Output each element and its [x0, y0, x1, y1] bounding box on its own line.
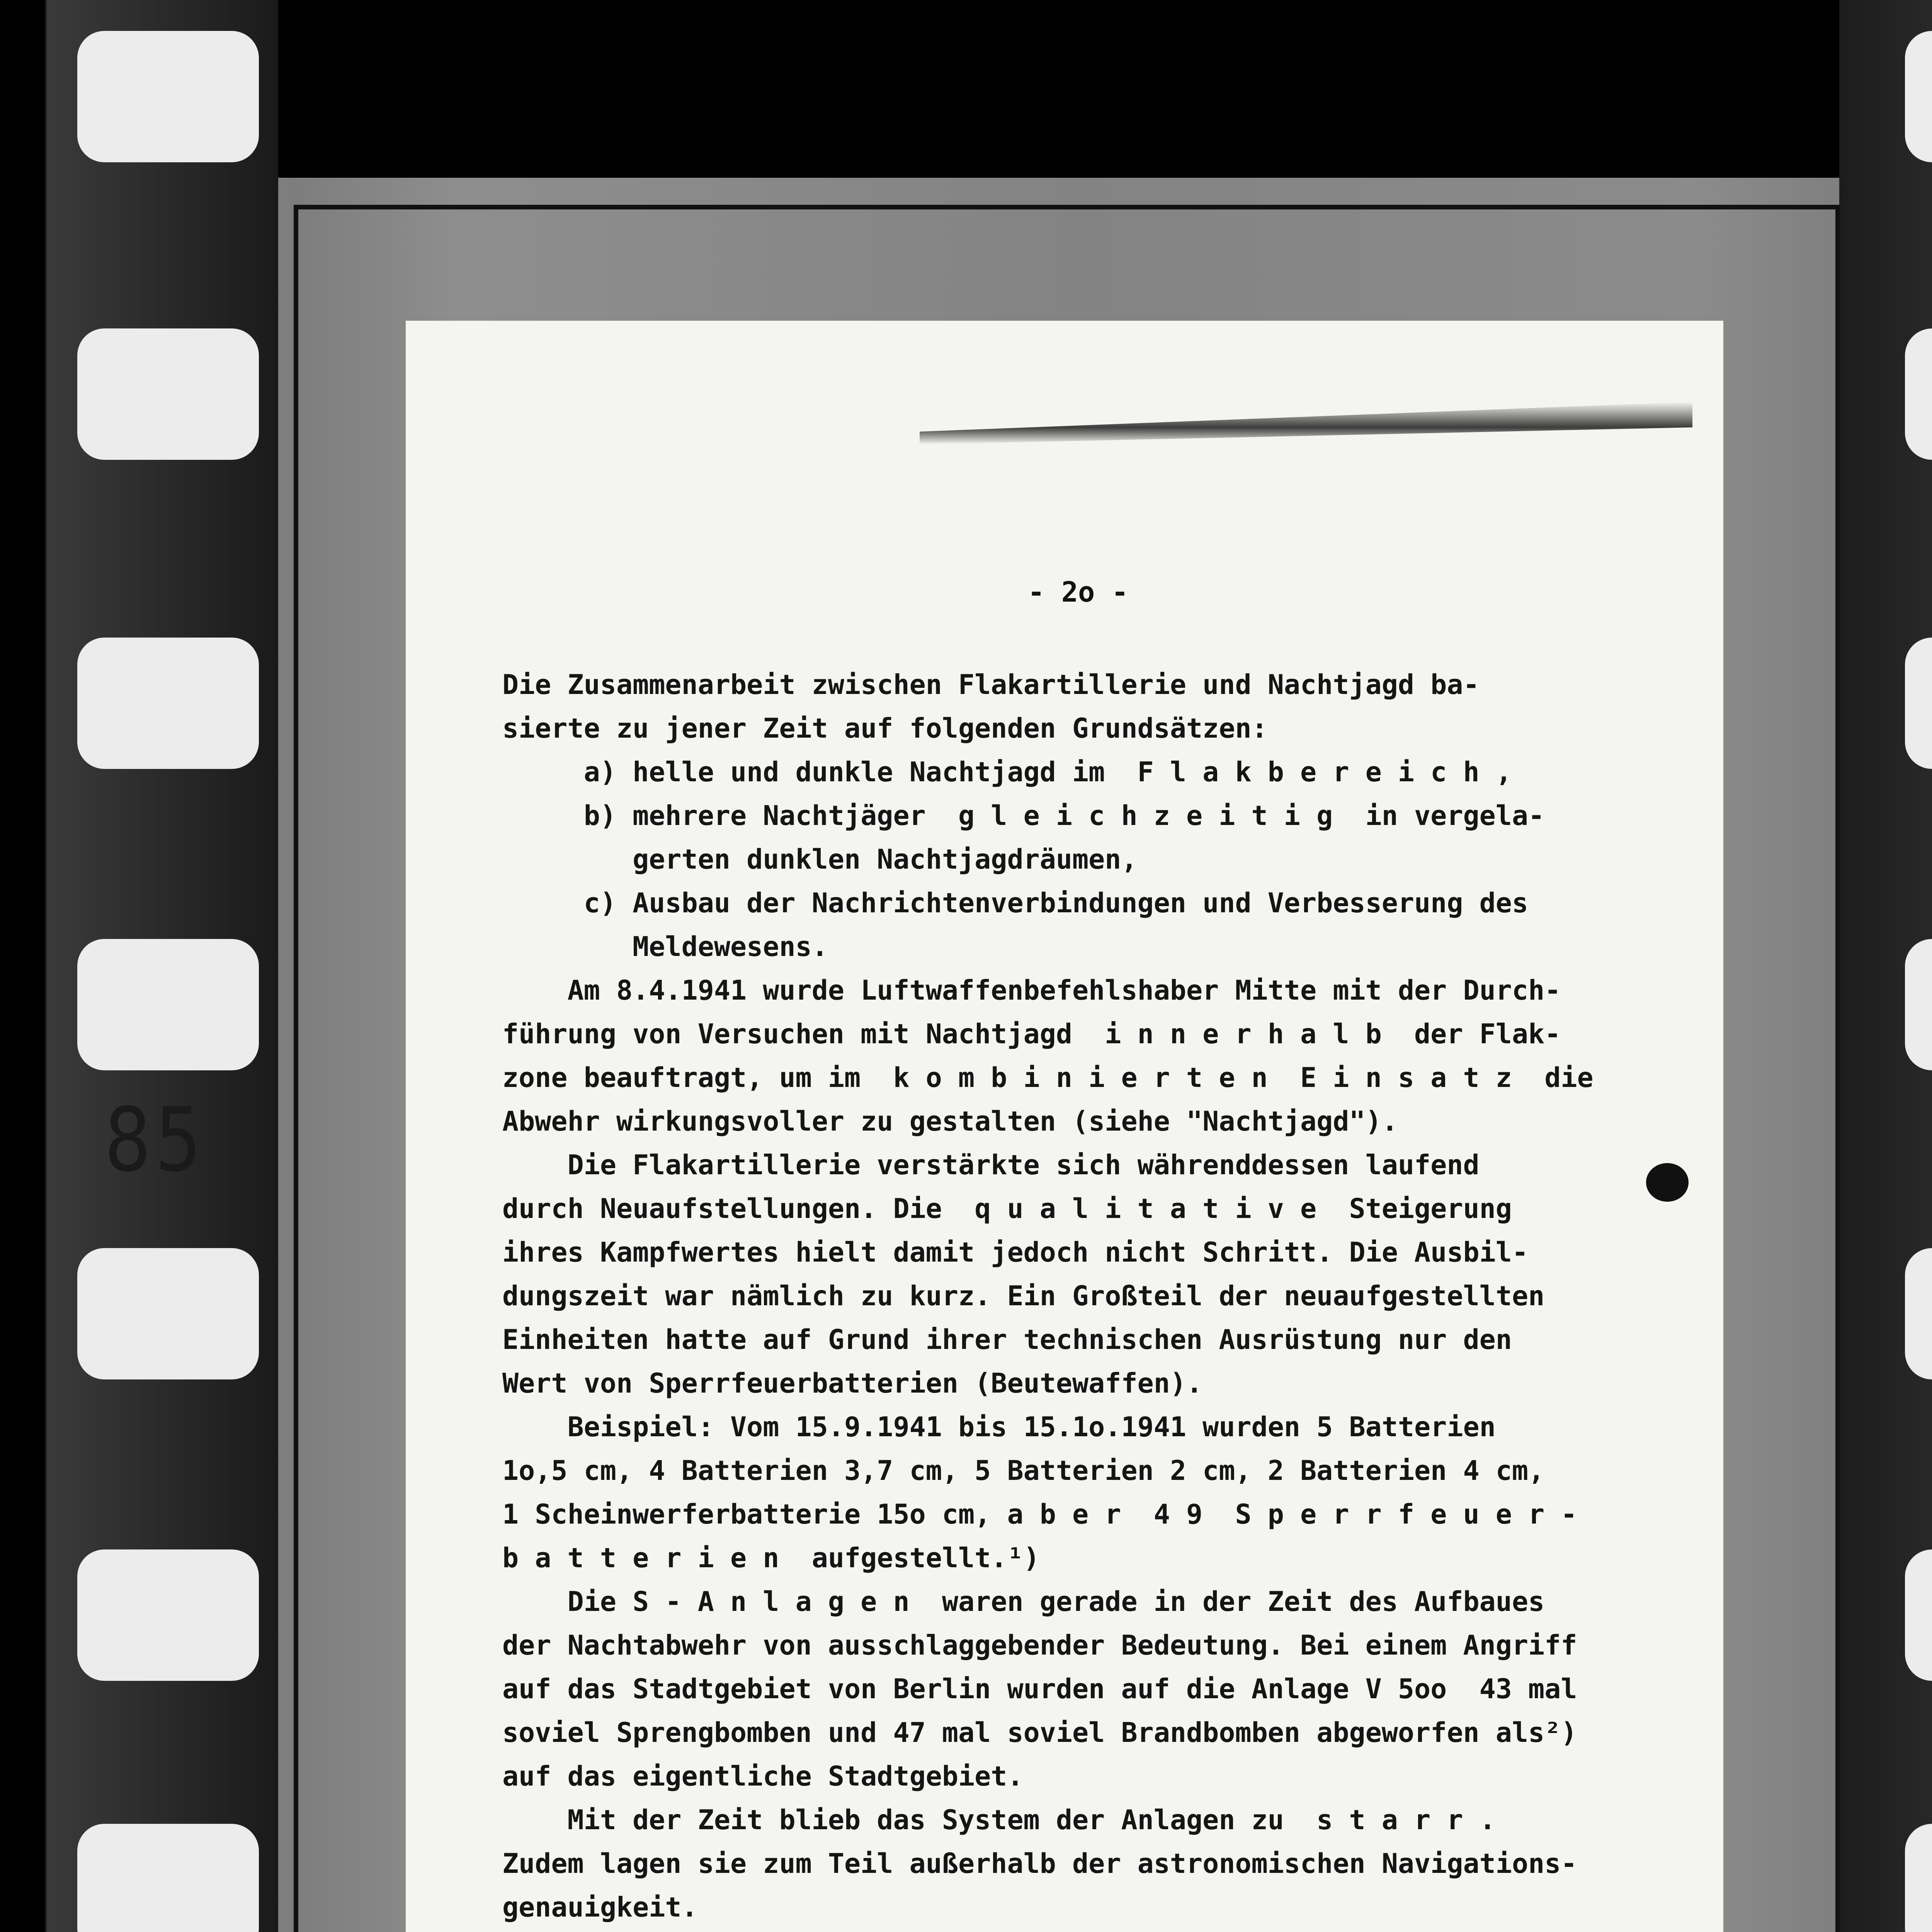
- text-line: 1 Scheinwerferbatterie 15o cm, a b e r 4 9 S p e r r f e u e r -: [502, 1498, 1577, 1530]
- text-line: der Nachtabwehr von ausschlaggebender Bedeutung. Bei einem Angriff: [502, 1629, 1577, 1661]
- text-line: ihres Kampfwertes hielt damit jedoch nicht Schritt. Die Ausbil-: [502, 1236, 1529, 1268]
- sprocket-hole: [1905, 328, 1932, 460]
- film-side-number-top: 85: [104, 1088, 206, 1192]
- sprocket-hole: [1905, 939, 1932, 1070]
- text-line: a) helle und dunkle Nachtjagd im F l a k b e r e i c h ,: [502, 756, 1512, 788]
- text-line: gerten dunklen Nachtjagdräumen,: [502, 844, 1138, 875]
- text-line: soviel Sprengbomben und 47 mal soviel Brandbomben abgeworfen als²): [502, 1717, 1577, 1748]
- sprocket-hole: [1905, 31, 1932, 162]
- text-line: Am 8.4.1941 wurde Luftwaffenbefehlshaber Mitte mit der Durch-: [502, 975, 1561, 1006]
- sprocket-hole: [77, 328, 259, 460]
- sprocket-hole: [77, 31, 259, 162]
- frame-line-left: [294, 205, 298, 1932]
- sprocket-hole: [1905, 1248, 1932, 1379]
- text-line: Einheiten hatte auf Grund ihrer technischen Ausrüstung nur den: [502, 1324, 1512, 1355]
- text-line: sierte zu jener Zeit auf folgenden Grundsätzen:: [502, 713, 1268, 744]
- ink-blot: [1646, 1163, 1689, 1202]
- text-line: b) mehrere Nachtjäger g l e i c h z e i t i g in vergela-: [502, 800, 1545, 832]
- text-line: dungszeit war nämlich zu kurz. Ein Großteil der neuaufgestellten: [502, 1280, 1545, 1312]
- text-line: Beispiel: Vom 15.9.1941 bis 15.1o.1941 wurden 5 Batterien: [502, 1411, 1496, 1443]
- sprocket-hole: [1905, 638, 1932, 769]
- sprocket-hole: [77, 1824, 259, 1932]
- text-line: Die Zusammenarbeit zwischen Flakartillerie und Nachtjagd ba-: [502, 669, 1480, 701]
- text-line: Meldewesens.: [502, 931, 828, 963]
- text-line: 1o,5 cm, 4 Batterien 3,7 cm, 5 Batterien 2 cm, 2 Batterien 4 cm,: [502, 1455, 1545, 1486]
- text-line: genauigkeit.: [502, 1891, 698, 1923]
- text-line: c) Ausbau der Nachrichtenverbindungen und Verbesserung des: [502, 887, 1529, 919]
- text-line: auf das Stadtgebiet von Berlin wurden auf die Anlage V 5oo 43 mal: [502, 1673, 1577, 1705]
- text-line: Die Flakartillerie verstärkte sich währenddessen laufend: [502, 1149, 1480, 1181]
- frame-line-top: [294, 205, 1839, 209]
- text-line: durch Neuaufstellungen. Die q u a l i t a t i v e Steigerung: [502, 1193, 1512, 1225]
- text-line: Zudem lagen sie zum Teil außerhalb der astronomischen Navigations-: [502, 1848, 1577, 1879]
- text-line: zone beauftragt, um im k o m b i n i e r t e n E i n s a t z die: [502, 1062, 1594, 1094]
- sprocket-hole: [77, 1248, 259, 1379]
- text-line: Wert von Sperrfeuerbatterien (Beutewaffen).: [502, 1367, 1203, 1399]
- frame-line-right: [1835, 205, 1840, 1932]
- text-line: Die S - A n l a g e n waren gerade in der Zeit des Aufbaues: [502, 1586, 1545, 1617]
- sprocket-hole: [77, 939, 259, 1070]
- sprocket-hole: [1905, 1824, 1932, 1932]
- sprocket-hole: [77, 638, 259, 769]
- text-line: auf das eigentliche Stadtgebiet.: [502, 1760, 1024, 1792]
- sprocket-hole: [77, 1549, 259, 1681]
- text-line: Abwehr wirkungsvoller zu gestalten (siehe "Nachtjagd").: [502, 1105, 1398, 1137]
- page-number-top: - 2o -: [1028, 576, 1129, 608]
- text-line: Mit der Zeit blieb das System der Anlagen zu s t a r r .: [502, 1804, 1496, 1836]
- text-line: b a t t e r i e n aufgestellt.¹): [502, 1542, 1040, 1574]
- text-line: führung von Versuchen mit Nachtjagd i n n e r h a l b der Flak-: [502, 1018, 1561, 1050]
- sprocket-hole: [1905, 1549, 1932, 1681]
